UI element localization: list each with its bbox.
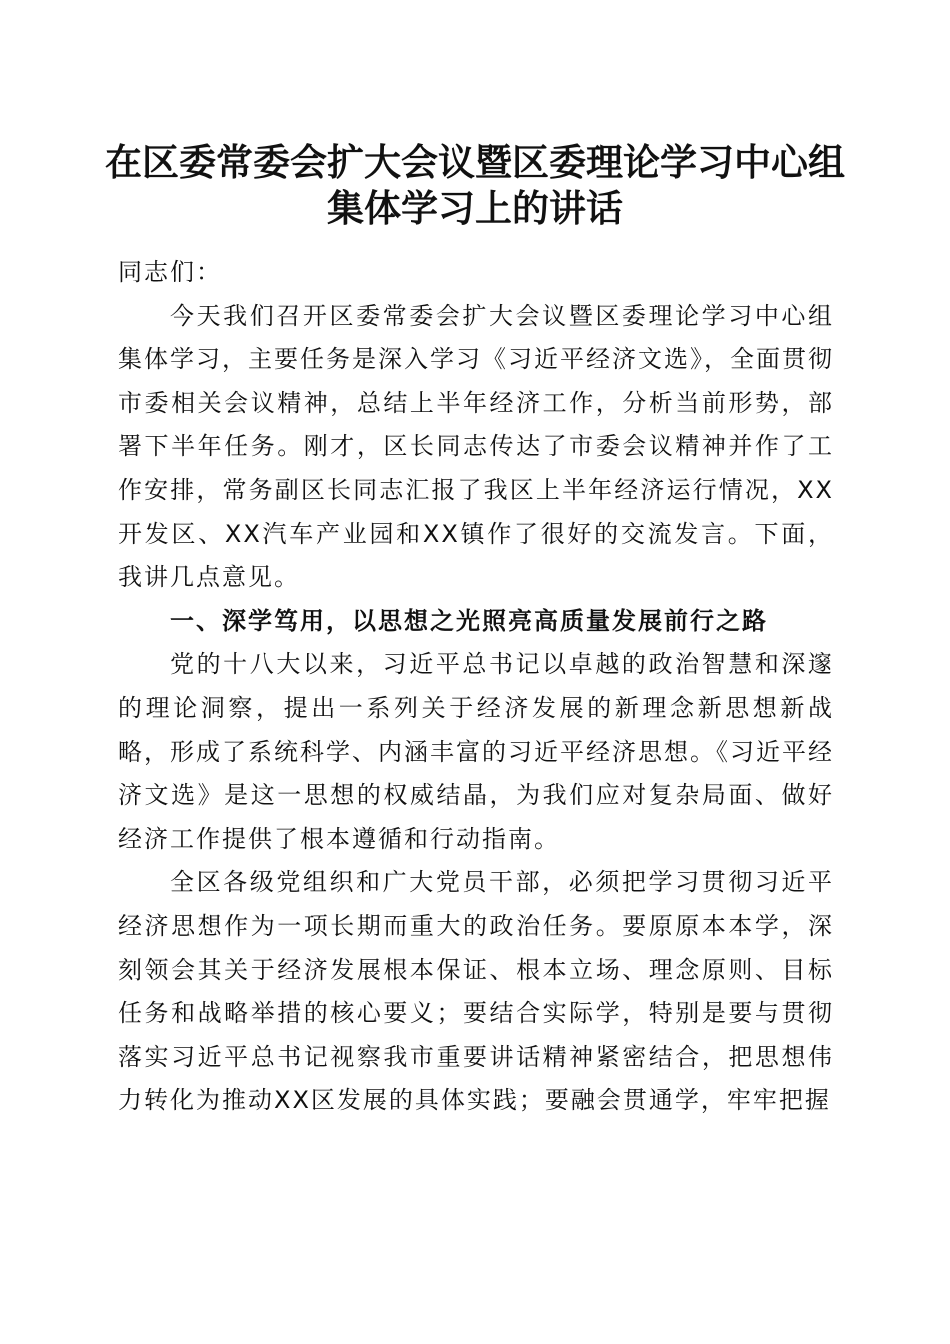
document-title-line-1: 在区委常委会扩大会议暨区委理论学习中心组 [105, 140, 845, 184]
document-title-line-2: 集体学习上的讲话 [327, 186, 623, 230]
salutation: 同志们： [118, 258, 222, 286]
paragraph-section-1-b: 全区各级党组织和广大党员干部，必须把学习贯彻习近平经济思想作为一项长期而重大的政治任务。要原原本本学，深刻领会其关于经济发展根本保证、根本立场、理念原则、目标任务和战略举措的核心要义；要结合实际学，特别是要与贯彻落实习近平总书记视察我市重要讲话精神紧密结合，把思想伟力转化为推动XX区发展的具体实践；要融会贯通学，牢牢把握 [118, 868, 834, 1115]
paragraph-intro: 今天我们召开区委常委会扩大会议暨区委理论学习中心组集体学习，主要任务是深入学习《习近平经济文选》，全面贯彻市委相关会议精神，总结上半年经济工作，分析当前形势，部署下半年任务。刚才，区长同志传达了市委会议精神并作了工作安排，常务副区长同志汇报了我区上半年经济运行情况，XX开发区、XX汽车产业园和XX镇作了很好的交流发言。下面，我讲几点意见。 [118, 301, 834, 592]
document-body [118, 251, 834, 1123]
paragraph-section-1-a: 党的十八大以来，习近平总书记以卓越的政治智慧和深邃的理论洞察，提出一系列关于经济发展的新理念新思想新战略，形成了系统科学、内涵丰富的习近平经济思想。《习近平经济文选》是这一思想的权威结晶，为我们应对复杂局面、做好经济工作提供了根本遵循和行动指南。 [118, 650, 834, 853]
section-heading-1: 一、深学笃用，以思想之光照亮高质量发展前行之路 [170, 606, 768, 635]
